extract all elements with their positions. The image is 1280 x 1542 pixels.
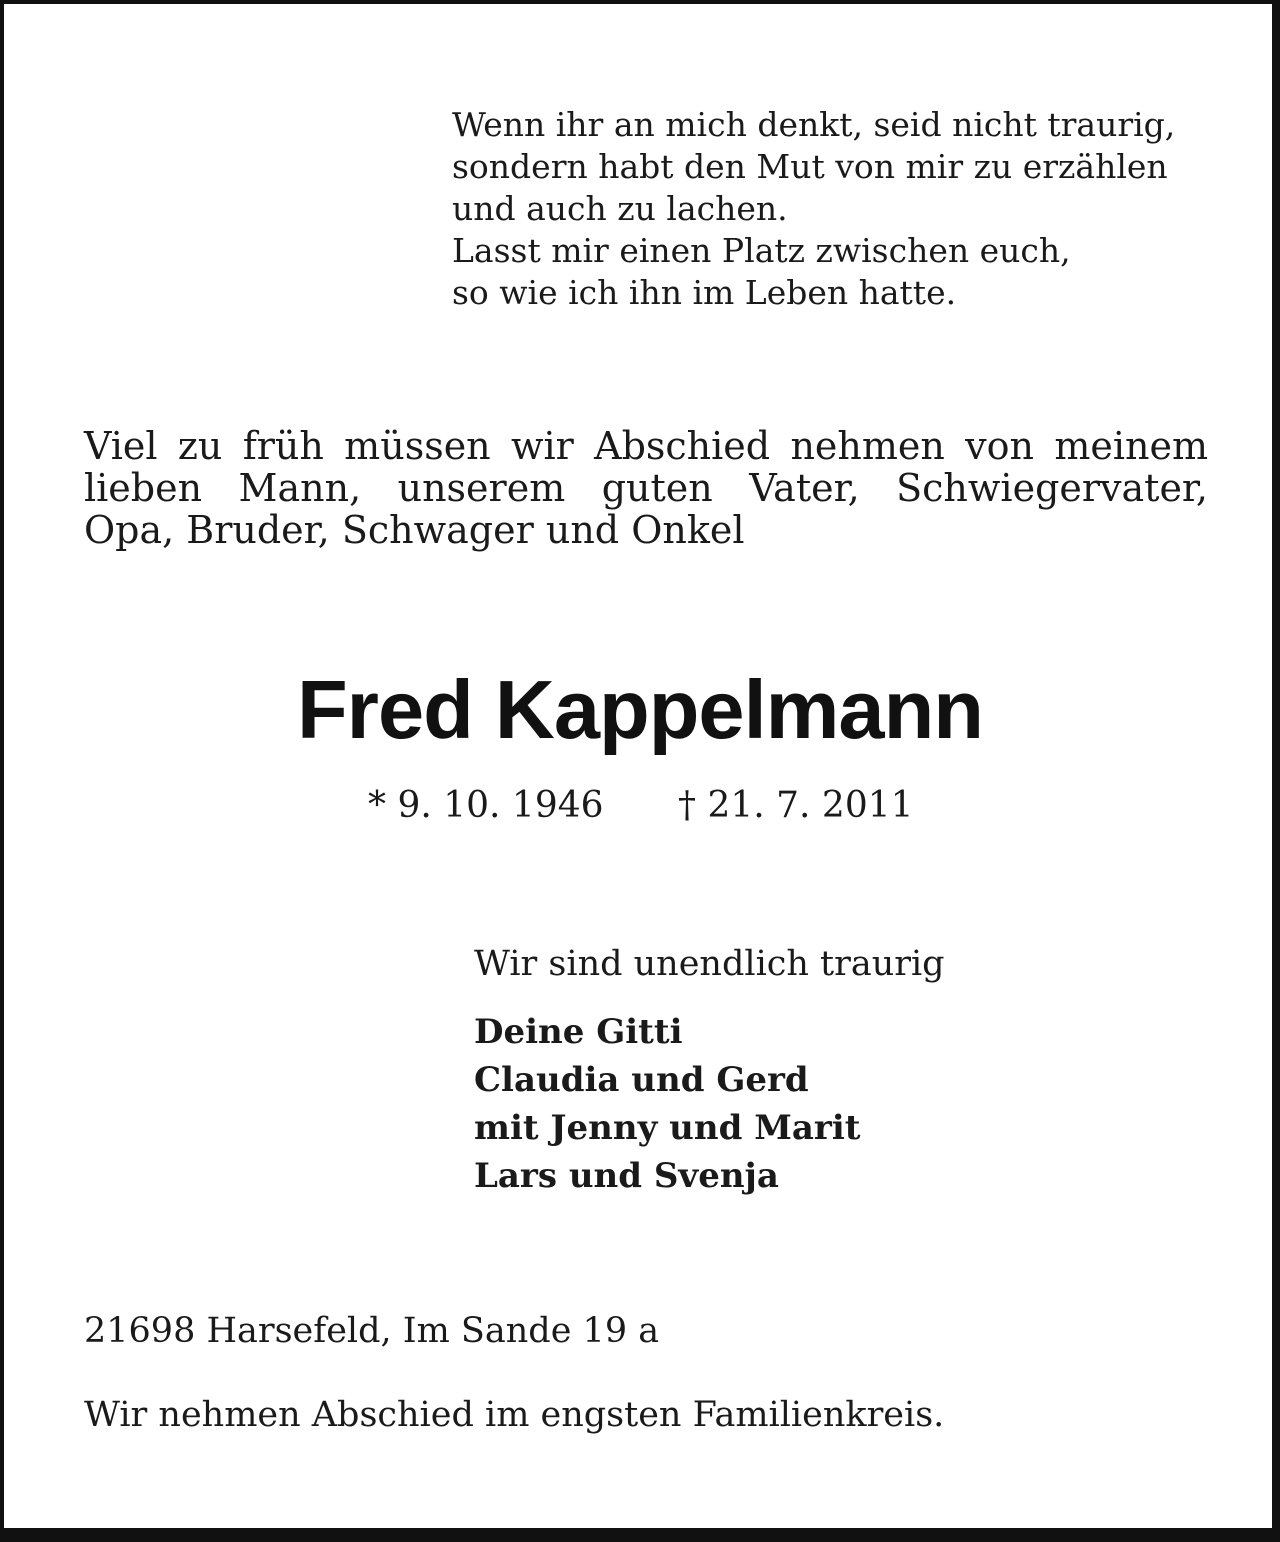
announcement-line: Opa, Bruder, Schwager und Onkel bbox=[84, 508, 745, 552]
death-date: † 21. 7. 2011 bbox=[678, 785, 914, 826]
birth-date: * 9. 10. 1946 bbox=[368, 785, 604, 826]
poem-line: so wie ich ihn im Leben hatte. bbox=[452, 273, 957, 312]
poem-line: und auch zu lachen. bbox=[452, 189, 788, 228]
farewell-notice: Wir nehmen Abschied im engsten Familienkreis. bbox=[84, 1395, 945, 1435]
poem bbox=[452, 104, 1175, 314]
mourners-list bbox=[474, 1008, 860, 1200]
announcement-text bbox=[84, 425, 1208, 551]
mourners-intro: Wir sind unendlich traurig bbox=[474, 944, 945, 984]
address: 21698 Harsefeld, Im Sande 19 a bbox=[84, 1311, 660, 1351]
poem-line: Wenn ihr an mich denkt, seid nicht traurig, bbox=[452, 105, 1176, 144]
poem-line: Lasst mir einen Platz zwischen euch, bbox=[452, 231, 1071, 270]
mourner-name: Claudia und Gerd bbox=[474, 1060, 809, 1100]
mourner-name: mit Jenny und Marit bbox=[474, 1108, 861, 1148]
announcement-line: Viel zu früh müssen wir Abschied nehmen von meinem bbox=[84, 424, 1208, 468]
announcement-line: lieben Mann, unserem guten Vater, Schwiegervater, bbox=[84, 466, 1208, 510]
mourner-name: Lars und Svenja bbox=[474, 1156, 779, 1196]
mourner-name: Deine Gitti bbox=[474, 1012, 683, 1052]
deceased-name: Fred Kappelmann bbox=[296, 663, 983, 756]
poem-line: sondern habt den Mut von mir zu erzählen bbox=[452, 147, 1168, 186]
